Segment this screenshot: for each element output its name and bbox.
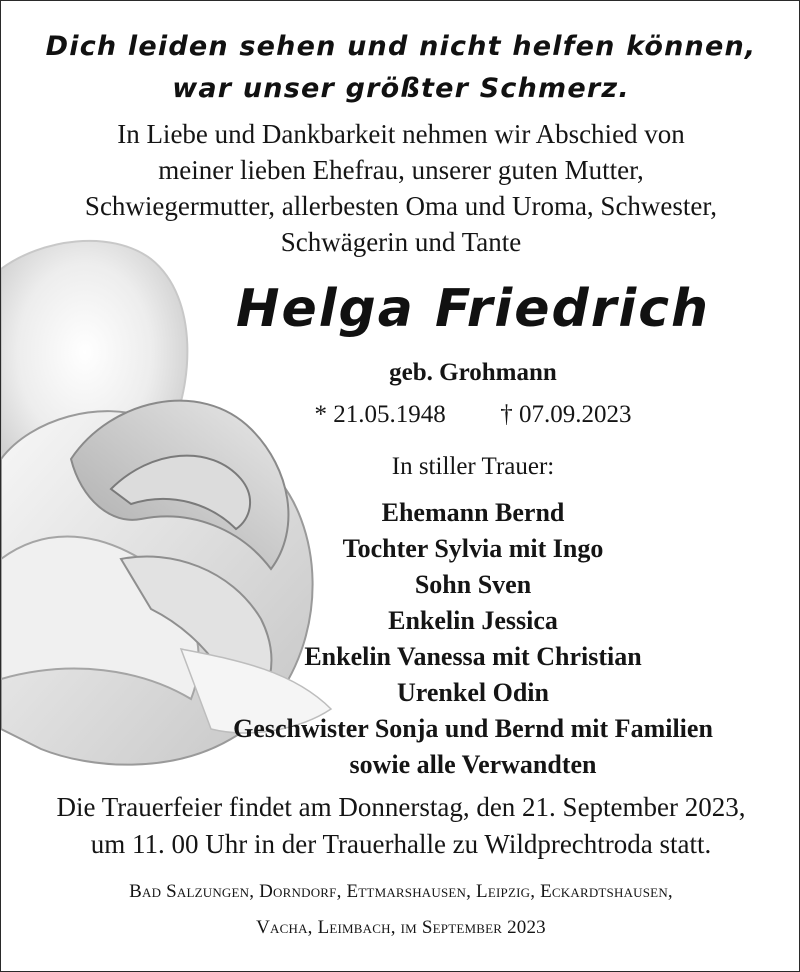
birth-date: * 21.05.1948 (314, 401, 446, 428)
life-dates (73, 401, 800, 429)
mourner-line: Ehemann Bernd (381, 498, 565, 527)
mourner-line: Geschwister Sonja und Bernd mit Familien (233, 714, 713, 743)
intro-line-2: meiner lieben Ehefrau, unserer guten Mutter, (158, 155, 644, 185)
mourner-line: Enkelin Vanessa mit Christian (304, 642, 642, 671)
grief-heading: In stiller Trauer: (391, 453, 555, 480)
mourner-line: Tochter Sylvia mit Ingo (342, 534, 604, 563)
motto-line-1: Dich leiden sehen und nicht helfen können, (45, 31, 757, 62)
death-date: † 07.09.2023 (500, 401, 632, 428)
service-line-2: um 11. 00 Uhr in der Trauerhalle zu Wildprechtroda statt. (90, 829, 712, 859)
places-line-2: Vacha, Leimbach, im September 2023 (256, 917, 546, 938)
places-line-1: Bad Salzungen, Dorndorf, Ettmarshausen, Leipzig, Eckardtshausen, (129, 881, 673, 902)
mourner-line: Urenkel Odin (397, 678, 549, 707)
service-line-1: Die Trauerfeier findet am Donnerstag, den 21. September 2023, (56, 792, 746, 822)
mourner-line: Sohn Sven (414, 570, 532, 599)
intro-line-1: In Liebe und Dankbarkeit nehmen wir Abschied von (117, 119, 685, 149)
mourner-line: sowie alle Verwandten (349, 750, 597, 779)
deceased-name: Helga Friedrich (235, 279, 711, 339)
intro-line-4: Schwägerin und Tante (280, 227, 522, 257)
birth-name: geb. Grohmann (389, 359, 557, 386)
motto-line-2: war unser größter Schmerz. (172, 73, 630, 104)
mourner-line: Enkelin Jessica (388, 606, 558, 635)
intro-line-3: Schwiegermutter, allerbesten Oma und Uroma, Schwester, (84, 191, 718, 221)
